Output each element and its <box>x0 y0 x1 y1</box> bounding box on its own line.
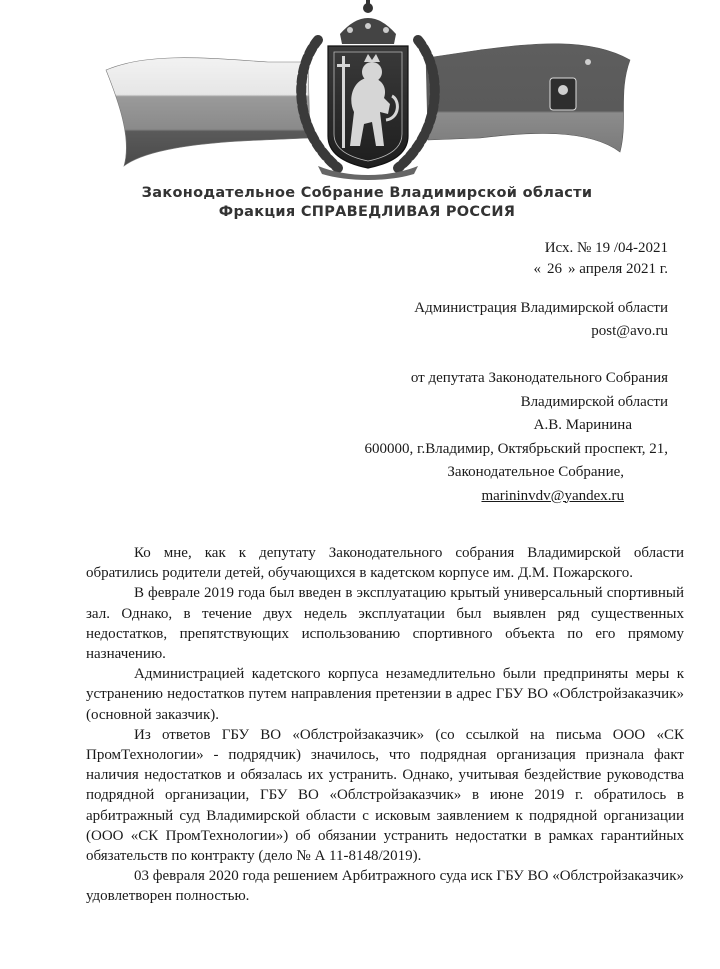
body-paragraph: 03 февраля 2020 года решением Арбитражного суда иск ГБУ ВО «Облстройзаказчик» удовлетворен полностью. <box>86 868 684 905</box>
faction-name: Фракция СПРАВЕДЛИВАЯ РОССИЯ <box>218 204 516 220</box>
organization-header <box>0 184 720 222</box>
sender-line: Владимирской области <box>520 393 668 410</box>
addressee-email: post@avo.ru <box>591 323 668 339</box>
date-day: 26 <box>547 261 562 277</box>
sender-name: А.В. Маринина <box>533 417 632 433</box>
coat-of-arms-emblem <box>88 0 648 182</box>
sender-block <box>365 367 668 508</box>
letter-body <box>86 543 684 907</box>
sender-line: от депутата Законодательного Собрания <box>410 370 668 386</box>
addressee-block <box>414 297 668 343</box>
body-paragraph: В феврале 2019 года был введен в эксплуатацию крытый универсальный спортивный зал. Однако, в течение двух недель эксплуатации был выявлен ряд существенных недостатков, препятствующих использованию спортивного объекта по его прямому назначению. <box>86 585 684 663</box>
body-paragraph: Ко мне, как к депутату Законодательного собрания Владимирской области обратились родители детей, обучающихся в кадетском корпусе им. Д.М. Пожарского. <box>86 545 684 582</box>
sender-line: Законодательное Собрание, <box>447 464 624 480</box>
body-paragraph: Администрацией кадетского корпуса незамедлительно были предприняты меры к устранению недостатков путем направления претензии в адрес ГБУ ВО «Облстройзаказчик» (основной заказчик). <box>86 666 684 723</box>
organization-name: Законодательное Собрание Владимирской области <box>141 185 593 201</box>
sender-email-link[interactable]: marininvdv@yandex.ru <box>481 487 624 504</box>
outgoing-reference <box>534 238 669 280</box>
outgoing-date: « 26 » апреля 2021 г. <box>533 261 668 277</box>
sender-address: 600000, г.Владимир, Октябрьский проспект, 21, <box>364 440 668 457</box>
addressee-name: Администрация Владимирской области <box>414 300 668 316</box>
outgoing-number: Исх. № 19 /04-2021 <box>544 240 668 256</box>
body-paragraph: Из ответов ГБУ ВО «Облстройзаказчик» (со ссылкой на письма ООО «СК ПромТехнологии» - подрядчик) значилось, что подрядная организация признала факт наличия недостатков и обязалась их устранить. Однако, учитывая бездействие руководства подрядной организации, ГБУ ВО «Облстройзаказчик» в июне 2019 г. обратилось в арбитражный суд Владимирской области с исковым заявлением к подрядной организации (ООО «СК ПромТехнологии») об обязании устранить недостатки в рамках гарантийных обязательств по контракту (дело № А 11-8148/2019). <box>86 726 684 865</box>
